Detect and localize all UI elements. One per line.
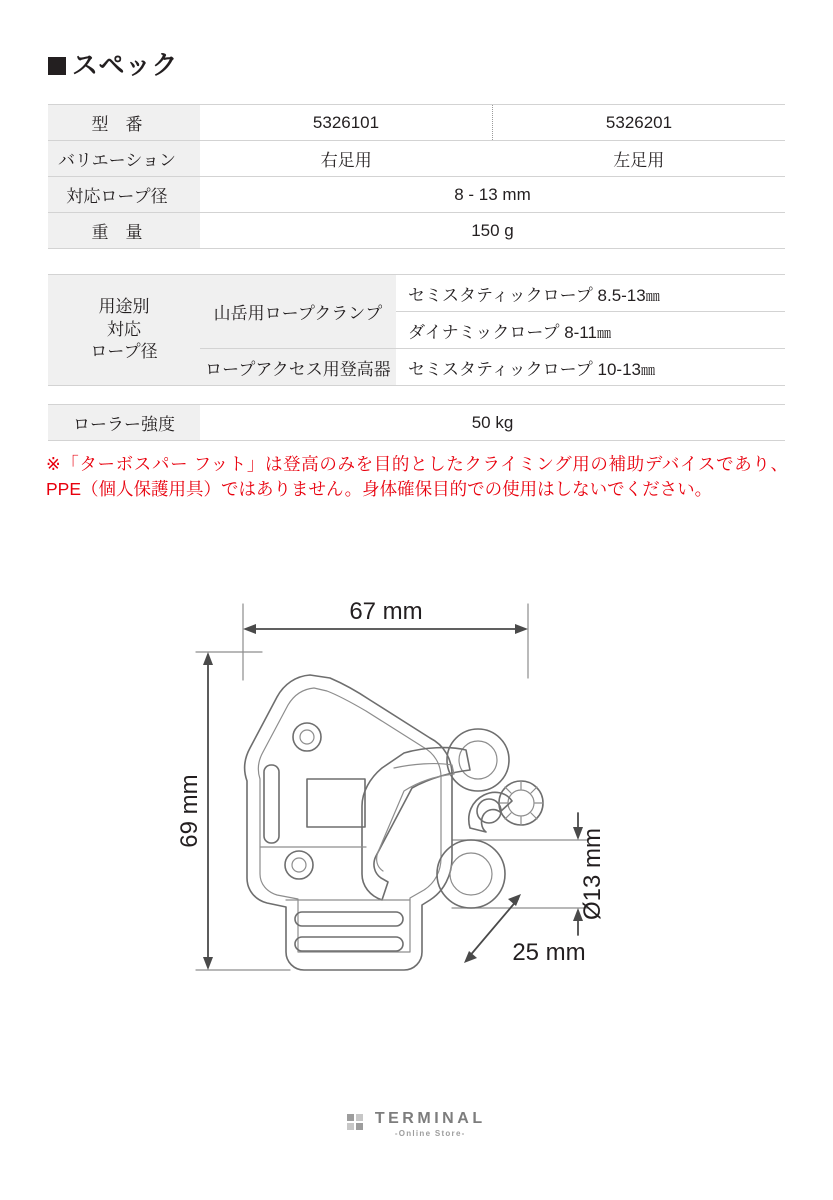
usage-label-line-1: 用途別 <box>98 297 150 317</box>
strap-slot-bottom-2 <box>295 937 403 951</box>
row-label-model: 型 番 <box>48 105 200 141</box>
footer-logo <box>0 1110 833 1138</box>
dimension-height-label: 69 mm <box>176 774 203 848</box>
row-value-weight: 150 g <box>200 213 785 249</box>
row-label-roller-strength: ローラー強度 <box>48 405 200 441</box>
row-label-variation: バリエーション <box>48 141 200 177</box>
dimension-width-label: 67 mm <box>349 598 423 625</box>
page-title-text: スペック <box>72 50 179 80</box>
upper-roller-outline <box>447 729 509 791</box>
center-window <box>307 779 365 827</box>
row-value-model-right: 5326101 <box>200 105 493 141</box>
table-row <box>48 213 785 249</box>
spec-table-usage <box>48 274 785 386</box>
usage-label <box>48 275 200 386</box>
usage-category-mountain: 山岳用ロープクランプ <box>200 275 396 349</box>
spec-table-main <box>48 104 785 249</box>
row-value-roller-strength: 50 kg <box>200 405 785 441</box>
thumb-wheel-teeth <box>499 781 543 825</box>
strap-slot-vertical <box>264 765 279 843</box>
table-row <box>48 275 785 312</box>
row-label-rope-diameter: 対応ロープ径 <box>48 177 200 213</box>
dimension-depth-label: 25 mm <box>512 939 586 966</box>
bolt-hole-bottom-outline <box>285 851 313 879</box>
row-value-variation-left: 左足用 <box>493 141 786 177</box>
row-label-weight: 重 量 <box>48 213 200 249</box>
terminal-mark-icon <box>347 1114 363 1135</box>
table-row <box>48 405 785 441</box>
page-title <box>48 52 178 78</box>
usage-rope-1 <box>396 275 785 312</box>
drawing-svg <box>0 560 833 1020</box>
usage-category-access: ロープアクセス用登高器 <box>200 349 396 386</box>
bolt-hole-top-inner <box>300 730 314 744</box>
footer-brand-sub: -Online Store- <box>394 1129 466 1138</box>
usage-rope-2 <box>396 312 785 349</box>
technical-drawing <box>0 560 833 1020</box>
footer-brand-text: TERMINAL <box>374 1110 486 1127</box>
usage-label-line-3: ロープ径 <box>90 342 158 362</box>
strap-slot-bottom-1 <box>295 912 403 926</box>
thumb-wheel-inner <box>508 790 534 816</box>
table-row <box>48 105 785 141</box>
dimension-diameter-label: Ø13 mm <box>579 827 606 921</box>
warning-note: ※「ターボスパー フット」は登高のみを目的としたクライミング用の補助デバイスであり、PPE（個人保護用具）ではありません。身体確保目的での使用はしないでください。 <box>46 454 788 500</box>
usage-rope-2-text: ダイナミックロープ 8-11 <box>408 322 597 342</box>
spec-table-roller <box>48 404 785 441</box>
row-value-rope-diameter: 8 - 13 mm <box>200 177 785 213</box>
bolt-hole-top-outline <box>293 723 321 751</box>
lower-roller-outline <box>437 840 505 908</box>
table-row <box>48 141 785 177</box>
bolt-hole-bottom-inner <box>292 858 306 872</box>
lower-roller-inner <box>450 853 492 895</box>
usage-rope-3-unit: ㎜ <box>641 361 655 378</box>
usage-rope-1-unit: ㎜ <box>645 287 660 304</box>
usage-rope-3-text: セミスタティックロープ 10-13 <box>408 359 641 379</box>
row-value-model-left: 5326201 <box>493 105 786 141</box>
usage-rope-2-unit: ㎜ <box>596 324 611 341</box>
table-row <box>48 177 785 213</box>
square-bullet-icon <box>48 57 66 75</box>
footer-brand-name <box>375 1110 486 1138</box>
upper-roller-inner <box>459 741 497 779</box>
knob-bracket <box>469 792 512 832</box>
usage-rope-1-text: セミスタティックロープ 8.5-13 <box>408 285 646 305</box>
row-value-variation-right: 右足用 <box>200 141 493 177</box>
usage-rope-3 <box>396 349 785 386</box>
usage-label-line-2: 対応 <box>107 319 141 339</box>
